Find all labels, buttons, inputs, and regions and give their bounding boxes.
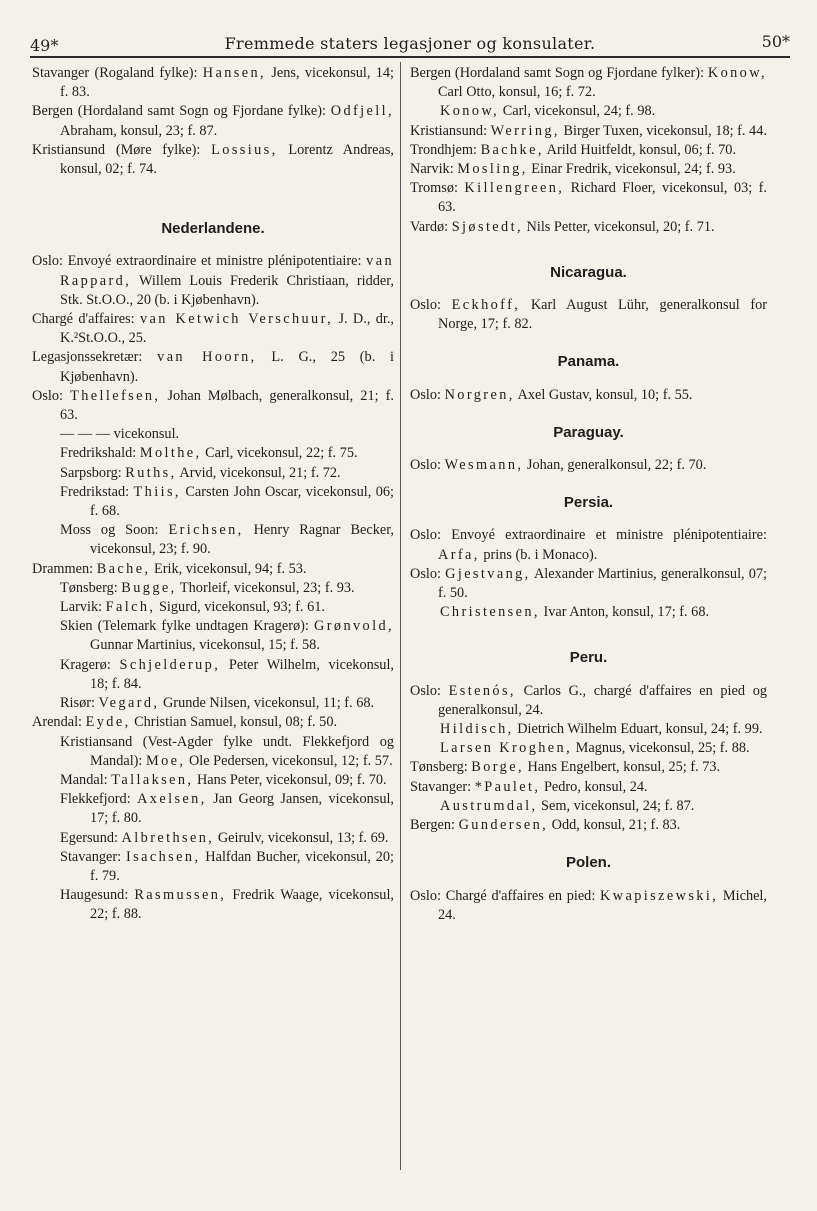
entry-name: *Paulet, — [474, 778, 541, 795]
entry-name: Hansen, — [202, 65, 267, 81]
section-heading-paraguay: Paraguay. — [553, 423, 624, 441]
entry-name: Grønvold, — [314, 618, 394, 635]
entry: Hildisch, Dietrich Wilhelm Eduart, konsul, 24; f. 99. — [440, 721, 763, 738]
entry: Drammen: Bache, Erik, vicekonsul, 94; f. 53. — [32, 560, 307, 577]
section-heading-persia: Persia. — [563, 494, 614, 512]
section-heading-nicaragua: Nicaragua. — [550, 263, 627, 281]
entry-name: van Hoorn, — [157, 349, 257, 366]
entry: Stavanger: Isachsen, Halfdan Bucher, vicekonsul, 20; f. 79. — [60, 848, 394, 884]
entry-name: Larsen Kroghen, — [440, 740, 573, 757]
entry-name: Isachsen, — [126, 848, 201, 865]
entry-name: Bache, — [96, 560, 151, 577]
entry: Stavanger (Rogaland fylke): Hansen, Jens, vicekonsul, 14; f. 83. — [32, 65, 394, 101]
entry: Larsen Kroghen, Magnus, vicekonsul, 25; f. 88. — [440, 740, 750, 757]
entry: Bergen (Hordaland samt Sogn og Fjordane fylker): Konow, Carl Otto, konsul, 16; f. 72. — [410, 65, 767, 101]
section-heading-peru: Peru. — [569, 649, 608, 667]
entry-name: Schjelderup, — [119, 656, 221, 673]
entry: Oslo: Norgren, Axel Gustav, konsul, 10; f. 55. — [410, 386, 693, 403]
entry: Bergen (Hordaland samt Sogn og Fjordane fylke): Odfjell, Abraham, konsul, 23; f. 87. — [32, 103, 394, 139]
entry: Oslo: Chargé d'affaires en pied: Kwapiszewski, Michel, 24. — [410, 887, 767, 923]
entry-name: Hildisch, — [440, 721, 514, 738]
entry-name: Kwapiszewski, — [600, 887, 719, 904]
entry-name: Axelsen, — [137, 791, 207, 808]
entry: Oslo: Thellefsen, Johan Mølbach, generalkonsul, 21; f. 63. — [32, 387, 394, 424]
entry: Bergen: Gundersen, Odd, konsul, 21; f. 83. — [410, 817, 681, 834]
page-number-right: 50* — [761, 32, 790, 51]
entry-name: Eckhoff, — [451, 297, 521, 314]
entry: Kristiansund: Werring, Birger Tuxen, vicekonsul, 18; f. 44. — [410, 122, 767, 139]
entry-name: Eyde, — [85, 714, 131, 731]
entry-name: Moe, — [145, 752, 186, 769]
entry: Oslo: Envoyé extraordinaire et ministre plénipotentiaire: van Rappard, Willem Louis Frederik Christiaan, ridder, Stk. St.O.O., 20 (b. i Kjøbenhavn). — [32, 253, 394, 308]
entry: Stavanger: *Paulet, Pedro, konsul, 24. — [410, 778, 648, 795]
page-title: Fremmede staters legasjoner og konsulater. — [224, 34, 596, 53]
entry-name: Arfa, — [438, 546, 480, 563]
entry: Fredrikstad: Thiis, Carsten John Oscar, vicekonsul, 06; f. 68. — [60, 483, 394, 520]
entry: Narvik: Mosling, Einar Fredrik, vicekonsul, 24; f. 93. — [410, 161, 736, 178]
column-divider — [400, 62, 401, 1170]
entry: Trondhjem: Bachke, Arild Huitfeldt, konsul, 06; f. 70. — [410, 141, 737, 158]
entry: Risør: Vegard, Grunde Nilsen, vicekonsul, 11; f. 68. — [60, 695, 375, 712]
left-column — [32, 64, 394, 925]
entry: Kristiansand (Vest-Agder fylke undt. Flekkefjord og Mandal): Moe, Ole Pedersen, vicekonsul, 12; f. 57. — [60, 733, 394, 769]
entry-name: Molthe, — [139, 445, 202, 462]
entry: Chargé d'affaires: van Ketwich Verschuur, J. D., dr., K.²St.O.O., 25. — [32, 311, 394, 347]
entry: Skien (Telemark fylke undtagen Kragerø): Grønvold, Gunnar Martinius, vicekonsul, 15; f. 58. — [60, 618, 394, 654]
entry-name: Mosling, — [457, 161, 528, 178]
entry-name: van Ketwich Verschuur, — [139, 311, 334, 328]
entry-name: Thellefsen, — [70, 387, 161, 404]
entry: — — — vicekonsul. — [60, 426, 180, 443]
entry-name: Gjestvang, — [445, 565, 531, 582]
entry-name: Norgren, — [444, 386, 515, 403]
page-header — [30, 30, 790, 58]
entry: Larvik: Falch, Sigurd, vicekonsul, 93; f. 61. — [60, 599, 325, 616]
entry-name: Bachke, — [480, 141, 544, 158]
entry-name: Austrumdal, — [440, 797, 538, 814]
entry-name: Estenós, — [448, 682, 516, 699]
entry: Vardø: Sjøstedt, Nils Petter, vicekonsul, 20; f. 71. — [410, 218, 715, 235]
section-heading-nederlandene: Nederlandene. — [161, 220, 265, 238]
entry: Egersund: Albrethsen, Geirulv, vicekonsul, 13; f. 69. — [60, 829, 389, 846]
entry: Tromsø: Killengreen, Richard Floer, vicekonsul, 03; f. 63. — [410, 180, 767, 216]
entry-name: Konow, — [440, 103, 500, 120]
entry-name: Erichsen, — [168, 522, 244, 539]
entry: Austrumdal, Sem, vicekonsul, 24; f. 87. — [440, 797, 695, 814]
entry: Oslo: Eckhoff, Karl August Lühr, generalkonsul for Norge, 17; f. 82. — [410, 297, 768, 333]
entry-name: Tallaksen, — [111, 771, 194, 788]
entry-name: Thiis, — [133, 483, 181, 500]
entry-name: Borge, — [471, 759, 524, 776]
entry: Mandal: Tallaksen, Hans Peter, vicekonsul, 09; f. 70. — [60, 771, 387, 788]
entry: Sarpsborg: Ruths, Arvid, vicekonsul, 21; f. 72. — [60, 464, 341, 481]
entry-name: Odfjell, — [330, 103, 394, 120]
entry-name: Konow, — [707, 65, 767, 81]
entry: Tønsberg: Bugge, Thorleif, vicekonsul, 23; f. 93. — [60, 579, 355, 596]
entry-name: van Rappard, — [60, 253, 394, 289]
entry: Oslo: Wesmann, Johan, generalkonsul, 22; f. 70. — [410, 457, 707, 474]
entry: Kristiansund (Møre fylke): Lossius, Lorentz Andreas, konsul, 02; f. 74. — [32, 141, 394, 178]
section-heading-panama: Panama. — [557, 353, 620, 371]
entry: Oslo: Gjestvang, Alexander Martinius, generalkonsul, 07; f. 50. — [410, 565, 767, 602]
entry-name: Bugge, — [121, 579, 177, 596]
entry: Moss og Soon: Erichsen, Henry Ragnar Becker, vicekonsul, 23; f. 90. — [60, 522, 394, 558]
entry: Legasjonssekretær: van Hoorn, L. G., 25 (b. i Kjøbenhavn). — [32, 349, 394, 385]
entry-name: Albrethsen, — [121, 829, 215, 846]
entry-name: Werring, — [490, 122, 560, 139]
entry: Oslo: Envoyé extraordinaire et ministre plénipotentiaire: Arfa, prins (b. i Monaco). — [410, 527, 767, 563]
entry: Arendal: Eyde, Christian Samuel, konsul, 08; f. 50. — [32, 714, 338, 731]
entry: Oslo: Estenós, Carlos G., chargé d'affaires en pied og generalkonsul, 24. — [410, 682, 767, 718]
entry-name: Rasmussen, — [134, 887, 227, 904]
entry: Kragerø: Schjelderup, Peter Wilhelm, vicekonsul, 18; f. 84. — [60, 656, 394, 692]
page-number-left: 49* — [30, 36, 59, 55]
right-column — [410, 64, 767, 925]
entry-name: Gundersen, — [458, 817, 549, 834]
entry-name: Falch, — [105, 599, 156, 616]
entry-name: Christensen, — [440, 604, 540, 621]
entry-name: Lossius, — [211, 141, 278, 158]
section-heading-polen: Polen. — [565, 854, 611, 872]
entry-name: Ruths, — [125, 464, 177, 481]
entry: Konow, Carl, vicekonsul, 24; f. 98. — [440, 103, 656, 120]
entry-name: Wesmann, — [444, 457, 524, 474]
entry-name: Sjøstedt, — [451, 218, 523, 235]
entry: Tønsberg: Borge, Hans Engelbert, konsul, 25; f. 73. — [410, 759, 721, 776]
entry: Haugesund: Rasmussen, Fredrik Waage, vicekonsul, 22; f. 88. — [60, 887, 394, 923]
entry: Christensen, Ivar Anton, konsul, 17; f. 68. — [440, 604, 710, 621]
entry-name: Vegard, — [98, 695, 160, 712]
entry: Flekkefjord: Axelsen, Jan Georg Jansen, vicekonsul, 17; f. 80. — [60, 791, 395, 827]
entry: Fredrikshald: Molthe, Carl, vicekonsul, 22; f. 75. — [60, 445, 358, 462]
entry-name: Killengreen, — [464, 180, 565, 197]
